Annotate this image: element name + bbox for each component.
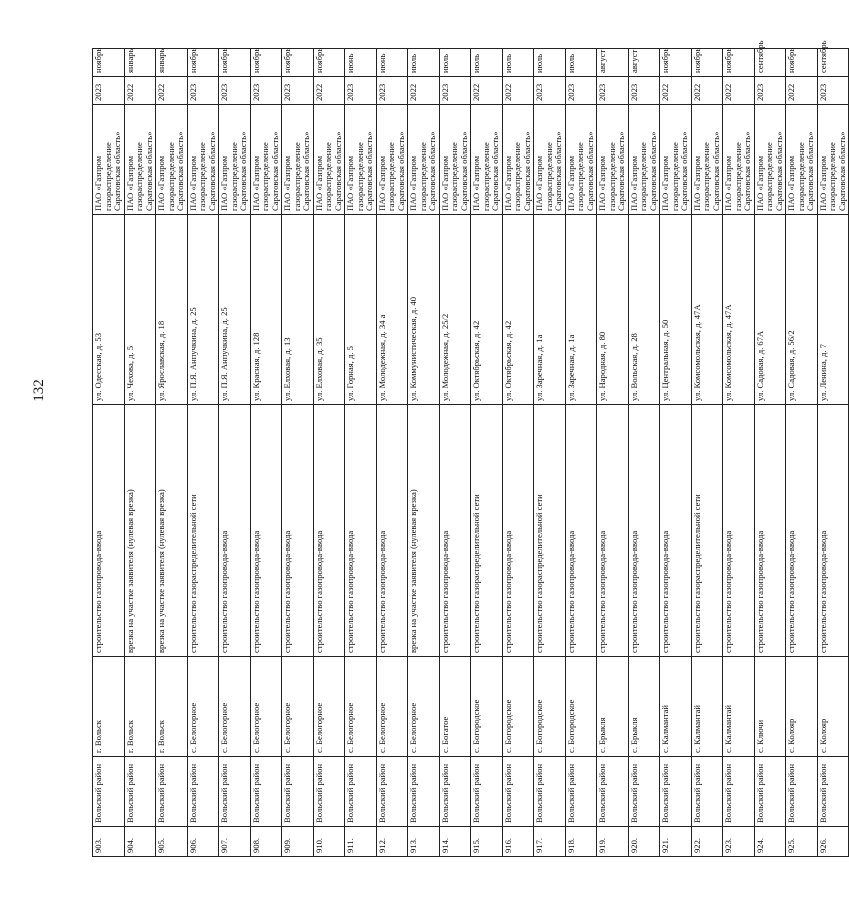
- settlement-cell: г. Вольск: [124, 657, 156, 757]
- district-cell: Вольский район: [313, 757, 345, 827]
- year-cell: 2023: [628, 77, 660, 105]
- year-cell: 2023: [817, 77, 849, 105]
- address-cell: ул. Октябрьская, д. 42: [502, 215, 534, 405]
- work-type-cell: строительство газораспределительной сети: [534, 405, 566, 657]
- table-row: [156, 49, 188, 857]
- organization-cell: ПАО «Газпром газораспределение Саратовская область»: [565, 105, 597, 215]
- address-cell: ул. Молодежная, д. 34 а: [376, 215, 408, 405]
- settlement-cell: с. Белогорное: [250, 657, 282, 757]
- page-number: 132: [30, 379, 47, 402]
- row-number-cell: 918.: [565, 827, 597, 857]
- month-cell: ноябрь: [786, 49, 818, 77]
- work-type-cell: строительство газопровода-ввода: [786, 405, 818, 657]
- organization-cell: ПАО «Газпром газораспределение Саратовская область»: [534, 105, 566, 215]
- year-cell: 2022: [156, 77, 188, 105]
- address-cell: ул. Елховая, д. 13: [282, 215, 314, 405]
- work-type-cell: строительство газопровода-ввода: [502, 405, 534, 657]
- year-cell: 2023: [565, 77, 597, 105]
- district-cell: Вольский район: [345, 757, 377, 827]
- settlement-cell: с. Богородское: [534, 657, 566, 757]
- organization-cell: ПАО «Газпром газораспределение Саратовская область»: [124, 105, 156, 215]
- row-number-cell: 923.: [723, 827, 755, 857]
- settlement-cell: с. Калмантай: [723, 657, 755, 757]
- address-cell: ул. Красная, д. 128: [250, 215, 282, 405]
- table-row: [691, 49, 723, 857]
- year-cell: 2023: [376, 77, 408, 105]
- organization-cell: ПАО «Газпром газораспределение Саратовская область»: [250, 105, 282, 215]
- table-row: [534, 49, 566, 857]
- row-number-cell: 909.: [282, 827, 314, 857]
- district-cell: Вольский район: [534, 757, 566, 827]
- row-number-cell: 904.: [124, 827, 156, 857]
- month-cell: январь: [124, 49, 156, 77]
- month-cell: ноябрь: [313, 49, 345, 77]
- district-cell: Вольский район: [817, 757, 849, 827]
- table-row: [93, 49, 125, 857]
- table-row: [565, 49, 597, 857]
- work-type-cell: строительство газопровода-ввода: [754, 405, 786, 657]
- district-cell: Вольский район: [691, 757, 723, 827]
- month-cell: сентябрь: [817, 49, 849, 77]
- district-cell: Вольский район: [565, 757, 597, 827]
- month-cell: январь: [156, 49, 188, 77]
- district-cell: Вольский район: [93, 757, 125, 827]
- year-cell: 2022: [660, 77, 692, 105]
- year-cell: 2023: [219, 77, 251, 105]
- row-number-cell: 924.: [754, 827, 786, 857]
- table-row: [628, 49, 660, 857]
- address-cell: ул. Коммунистическая, д. 40: [408, 215, 440, 405]
- organization-cell: ПАО «Газпром газораспределение Саратовская область»: [817, 105, 849, 215]
- month-cell: июль: [534, 49, 566, 77]
- address-cell: ул. Молодежная, д. 25/2: [439, 215, 471, 405]
- year-cell: 2022: [408, 77, 440, 105]
- month-cell: ноябрь: [250, 49, 282, 77]
- month-cell: ноябрь: [660, 49, 692, 77]
- settlement-cell: с. Брыкля: [628, 657, 660, 757]
- work-type-cell: строительство газопровода-ввода: [439, 405, 471, 657]
- year-cell: 2023: [439, 77, 471, 105]
- organization-cell: ПАО «Газпром газораспределение Саратовская область»: [187, 105, 219, 215]
- table-row: [754, 49, 786, 857]
- district-cell: Вольский район: [439, 757, 471, 827]
- table-row: [597, 49, 629, 857]
- settlement-cell: с. Калмантай: [691, 657, 723, 757]
- year-cell: 2022: [471, 77, 503, 105]
- district-cell: Вольский район: [124, 757, 156, 827]
- table-row: [723, 49, 755, 857]
- settlement-cell: с. Колояр: [817, 657, 849, 757]
- organization-cell: ПАО «Газпром газораспределение Саратовская область»: [660, 105, 692, 215]
- work-type-cell: строительство газопровода-ввода: [565, 405, 597, 657]
- organization-cell: ПАО «Газпром газораспределение Саратовская область»: [723, 105, 755, 215]
- settlement-cell: с. Белогорное: [345, 657, 377, 757]
- organization-cell: ПАО «Газпром газораспределение Саратовская область»: [786, 105, 818, 215]
- work-type-cell: врезка на участке заявителя (нулевая врезка): [124, 405, 156, 657]
- row-number-cell: 920.: [628, 827, 660, 857]
- organization-cell: ПАО «Газпром газораспределение Саратовская область»: [282, 105, 314, 215]
- row-number-cell: 905.: [156, 827, 188, 857]
- table-row: [282, 49, 314, 857]
- organization-cell: ПАО «Газпром газораспределение Саратовская область»: [439, 105, 471, 215]
- district-cell: Вольский район: [408, 757, 440, 827]
- work-type-cell: строительство газопровода-ввода: [313, 405, 345, 657]
- settlement-cell: с. Ключи: [754, 657, 786, 757]
- month-cell: июль: [471, 49, 503, 77]
- work-type-cell: строительство газораспределительной сети: [471, 405, 503, 657]
- row-number-cell: 906.: [187, 827, 219, 857]
- row-number-cell: 908.: [250, 827, 282, 857]
- year-cell: 2023: [93, 77, 125, 105]
- settlement-cell: с. Белогорное: [282, 657, 314, 757]
- work-type-cell: строительство газопровода-ввода: [723, 405, 755, 657]
- settlement-cell: с. Белогорное: [376, 657, 408, 757]
- district-cell: Вольский район: [282, 757, 314, 827]
- address-cell: ул. Чехова, д. 5: [124, 215, 156, 405]
- district-cell: Вольский район: [471, 757, 503, 827]
- district-cell: Вольский район: [723, 757, 755, 827]
- month-cell: июнь: [345, 49, 377, 77]
- address-cell: ул. Заречная, д. 1а: [534, 215, 566, 405]
- work-type-cell: строительство газопровода-ввода: [597, 405, 629, 657]
- table-container: [92, 40, 847, 857]
- month-cell: июль: [408, 49, 440, 77]
- row-number-cell: 922.: [691, 827, 723, 857]
- row-number-cell: 903.: [93, 827, 125, 857]
- organization-cell: ПАО «Газпром газораспределение Саратовская область»: [156, 105, 188, 215]
- work-type-cell: строительство газопровода-ввода: [376, 405, 408, 657]
- year-cell: 2023: [534, 77, 566, 105]
- row-number-cell: 907.: [219, 827, 251, 857]
- address-cell: ул. П.Я. Анпучкина, д. 25: [187, 215, 219, 405]
- work-type-cell: строительство газопровода-ввода: [219, 405, 251, 657]
- address-cell: ул. Одесская, д. 53: [93, 215, 125, 405]
- district-cell: Вольский район: [250, 757, 282, 827]
- work-type-cell: врезка на участке заявителя (нулевая врезка): [156, 405, 188, 657]
- month-cell: ноябрь: [282, 49, 314, 77]
- year-cell: 2022: [502, 77, 534, 105]
- year-cell: 2023: [250, 77, 282, 105]
- settlement-cell: с. Богородское: [502, 657, 534, 757]
- table-row: [250, 49, 282, 857]
- organization-cell: ПАО «Газпром газораспределение Саратовская область»: [219, 105, 251, 215]
- address-cell: ул. Народная, д. 80: [597, 215, 629, 405]
- year-cell: 2023: [597, 77, 629, 105]
- address-cell: ул. П.Я. Анпучкина, д. 25: [219, 215, 251, 405]
- table-row: [345, 49, 377, 857]
- organization-cell: ПАО «Газпром газораспределение Саратовская область»: [628, 105, 660, 215]
- organization-cell: ПАО «Газпром газораспределение Саратовская область»: [502, 105, 534, 215]
- settlement-cell: с. Белогорное: [408, 657, 440, 757]
- year-cell: 2022: [313, 77, 345, 105]
- district-cell: Вольский район: [156, 757, 188, 827]
- district-cell: Вольский район: [187, 757, 219, 827]
- work-type-cell: строительство газопровода-ввода: [282, 405, 314, 657]
- row-number-cell: 925.: [786, 827, 818, 857]
- organization-cell: ПАО «Газпром газораспределение Саратовская область»: [313, 105, 345, 215]
- table-row: [187, 49, 219, 857]
- settlement-cell: с. Брыкля: [597, 657, 629, 757]
- month-cell: ноябрь: [93, 49, 125, 77]
- address-cell: ул. Центральная, д. 50: [660, 215, 692, 405]
- settlement-cell: г. Вольск: [156, 657, 188, 757]
- settlement-cell: г. Вольск: [93, 657, 125, 757]
- address-cell: ул. Садовая, д. 67А: [754, 215, 786, 405]
- settlement-cell: с. Калмантай: [660, 657, 692, 757]
- table-row: [660, 49, 692, 857]
- table-row: [439, 49, 471, 857]
- district-cell: Вольский район: [754, 757, 786, 827]
- year-cell: 2023: [754, 77, 786, 105]
- month-cell: июль: [502, 49, 534, 77]
- row-number-cell: 913.: [408, 827, 440, 857]
- table-row: [124, 49, 156, 857]
- work-type-cell: строительство газопровода-ввода: [628, 405, 660, 657]
- month-cell: ноябрь: [187, 49, 219, 77]
- year-cell: 2022: [723, 77, 755, 105]
- row-number-cell: 912.: [376, 827, 408, 857]
- settlement-cell: с. Колояр: [786, 657, 818, 757]
- address-cell: ул. Октябрьская, д. 42: [471, 215, 503, 405]
- district-cell: Вольский район: [786, 757, 818, 827]
- organization-cell: ПАО «Газпром газораспределение Саратовская область»: [754, 105, 786, 215]
- settlement-cell: с. Белогорное: [187, 657, 219, 757]
- district-cell: Вольский район: [597, 757, 629, 827]
- row-number-cell: 926.: [817, 827, 849, 857]
- work-type-cell: строительство газопровода-ввода: [93, 405, 125, 657]
- settlement-cell: с. Белогорное: [313, 657, 345, 757]
- table-body: [93, 40, 849, 857]
- month-cell: ноябрь: [219, 49, 251, 77]
- row-number-cell: 921.: [660, 827, 692, 857]
- row-number-cell: 916.: [502, 827, 534, 857]
- work-type-cell: строительство газопровода-ввода: [250, 405, 282, 657]
- settlement-cell: с. Белогорное: [219, 657, 251, 757]
- row-number-cell: 919.: [597, 827, 629, 857]
- year-cell: 2022: [691, 77, 723, 105]
- table-row: [408, 49, 440, 857]
- month-cell: ноябрь: [723, 49, 755, 77]
- year-cell: 2023: [282, 77, 314, 105]
- month-cell: ноябрь: [691, 49, 723, 77]
- table-row: [502, 49, 534, 857]
- address-cell: ул. Ярославская, д. 18: [156, 215, 188, 405]
- year-cell: 2023: [187, 77, 219, 105]
- district-cell: Вольский район: [219, 757, 251, 827]
- row-number-cell: 915.: [471, 827, 503, 857]
- work-type-cell: строительство газораспределительной сети: [691, 405, 723, 657]
- address-cell: ул. Комсомольская, д. 47А: [723, 215, 755, 405]
- month-cell: август: [628, 49, 660, 77]
- district-cell: Вольский район: [502, 757, 534, 827]
- address-cell: ул. Заречная, д. 1а: [565, 215, 597, 405]
- organization-cell: ПАО «Газпром газораспределение Саратовская область»: [93, 105, 125, 215]
- table-row: [817, 49, 849, 857]
- district-cell: Вольский район: [376, 757, 408, 827]
- settlement-cell: с. Богородское: [471, 657, 503, 757]
- year-cell: 2023: [345, 77, 377, 105]
- address-cell: ул. Горная, д. 5: [345, 215, 377, 405]
- row-number-cell: 910.: [313, 827, 345, 857]
- settlement-cell: с. Богородское: [565, 657, 597, 757]
- district-cell: Вольский район: [628, 757, 660, 827]
- address-cell: ул. Елховая, д. 35: [313, 215, 345, 405]
- organization-cell: ПАО «Газпром газораспределение Саратовская область»: [691, 105, 723, 215]
- table-row: [471, 49, 503, 857]
- table-row: [376, 49, 408, 857]
- month-cell: август: [597, 49, 629, 77]
- row-number-cell: 917.: [534, 827, 566, 857]
- work-type-cell: врезка на участке заявителя (нулевая врезка): [408, 405, 440, 657]
- organization-cell: ПАО «Газпром газораспределение Саратовская область»: [471, 105, 503, 215]
- address-cell: ул. Ленина, д. 7: [817, 215, 849, 405]
- work-type-cell: строительство газораспределительной сети: [187, 405, 219, 657]
- gasification-table: [92, 40, 849, 857]
- address-cell: ул. Вольская, д. 28: [628, 215, 660, 405]
- work-type-cell: строительство газопровода-ввода: [345, 405, 377, 657]
- address-cell: ул. Комсомольская, д. 47А: [691, 215, 723, 405]
- work-type-cell: строительство газопровода-ввода: [660, 405, 692, 657]
- district-cell: Вольский район: [660, 757, 692, 827]
- row-number-cell: 914.: [439, 827, 471, 857]
- month-cell: июнь: [376, 49, 408, 77]
- year-cell: 2022: [786, 77, 818, 105]
- settlement-cell: с. Богатое: [439, 657, 471, 757]
- table-row: [313, 49, 345, 857]
- organization-cell: ПАО «Газпром газораспределение Саратовская область»: [597, 105, 629, 215]
- organization-cell: ПАО «Газпром газораспределение Саратовская область»: [408, 105, 440, 215]
- table-row: [219, 49, 251, 857]
- address-cell: ул. Садовая, д. 56/2: [786, 215, 818, 405]
- table-row: [786, 49, 818, 857]
- month-cell: июль: [439, 49, 471, 77]
- year-cell: 2022: [124, 77, 156, 105]
- organization-cell: ПАО «Газпром газораспределение Саратовская область»: [376, 105, 408, 215]
- organization-cell: ПАО «Газпром газораспределение Саратовская область»: [345, 105, 377, 215]
- month-cell: июль: [565, 49, 597, 77]
- month-cell: сентябрь: [754, 49, 786, 77]
- row-number-cell: 911.: [345, 827, 377, 857]
- work-type-cell: строительство газопровода-ввода: [817, 405, 849, 657]
